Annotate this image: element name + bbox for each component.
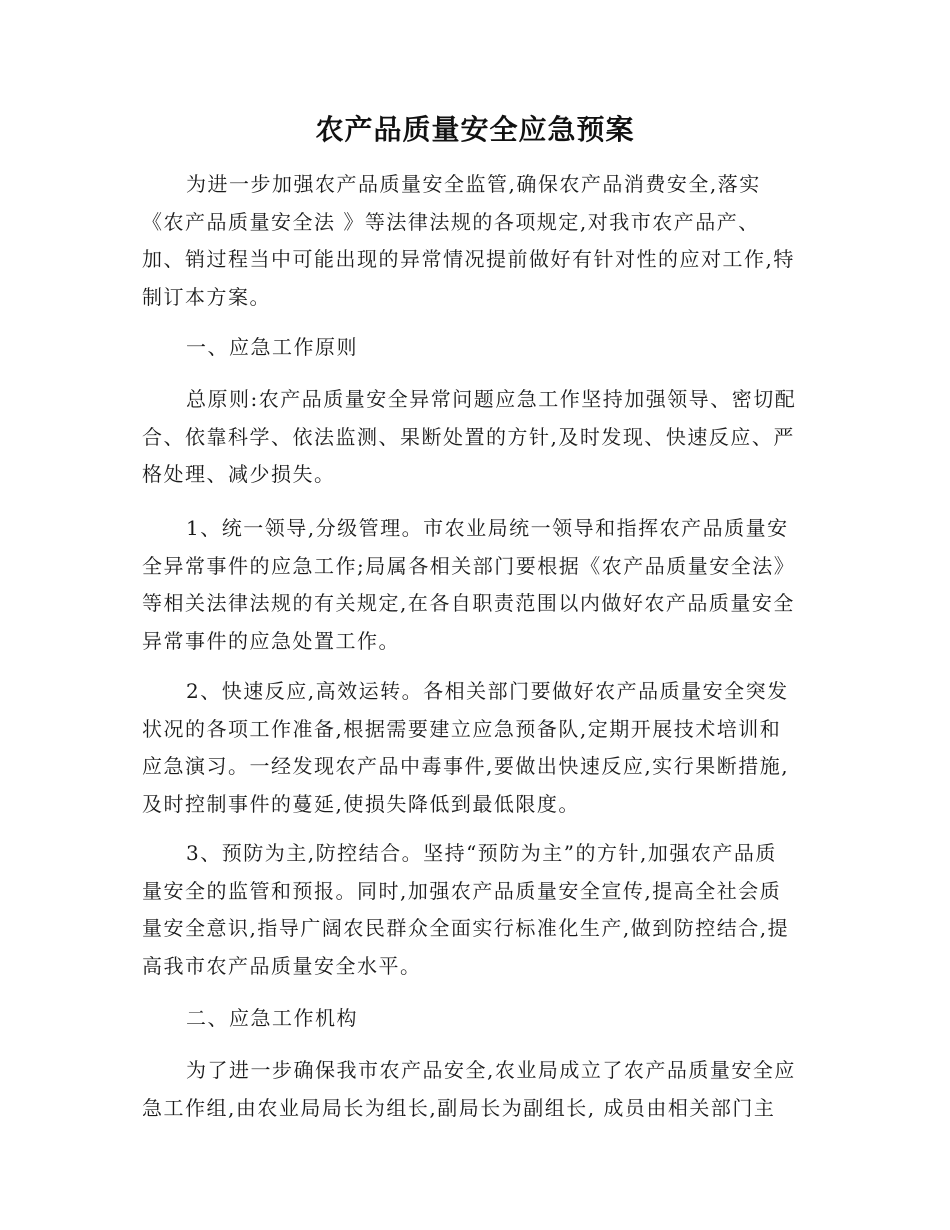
intro-paragraph [142, 166, 808, 316]
text-line: 高我市农产品质量安全水平。 [142, 953, 422, 978]
text-line: 1、统一领导,分级管理。市农业局统一领导和指挥农产品质量安 [186, 516, 789, 540]
text-line: 应急演习。一经发现农产品中毒事件,要做出快速反应,实行果断措施, [142, 754, 790, 778]
text-line: 《农产品质量安全法 》等法律法规的各项规定,对我市农产品产、 [142, 209, 760, 234]
text-line: 异常事件的应急处置工作。 [142, 628, 400, 653]
text-line: 为了进一步确保我市农产品安全,农业局成立了农产品质量安全应 [186, 1058, 796, 1082]
text-line: 状况的各项工作准备,根据需要建立应急预备队,定期开展技术培训和 [142, 716, 782, 741]
principle-1-paragraph [142, 510, 808, 660]
text-line: 制订本方案。 [142, 284, 271, 309]
text-line: 等相关法律法规的有关规定,在各自职责范围以内做好农产品质量安全 [142, 591, 795, 615]
principle-3-paragraph [142, 835, 808, 985]
text-line: 2、快速反应,高效运转。各相关部门要做好农产品质量安全突发 [186, 679, 789, 703]
principle-2-paragraph [142, 673, 808, 823]
general-principle-paragraph [142, 381, 808, 494]
text-line: 合、依靠科学、依法监测、果断处置的方针,及时发现、快速反应、严 [142, 424, 795, 449]
text-line: 急工作组,由农业局局长为组长,副局长为副组长, 成员由相关部门主 [142, 1095, 776, 1120]
section-heading-principles: 一、应急工作原则 [186, 335, 358, 359]
document-title: 农产品质量安全应急预案 [315, 113, 635, 146]
text-line: 为进一步加强农产品质量安全监管,确保农产品消费安全,落实 [186, 172, 761, 196]
text-line: 量安全的监管和预报。同时,加强农产品质量安全宣传,提高全社会质 [142, 878, 782, 903]
text-line: 加、销过程当中可能出现的异常情况提前做好有针对性的应对工作,特 [142, 247, 795, 271]
text-line: 量安全意识,指导广阔农民群众全面实行标准化生产,做到防控结合,提 [142, 916, 790, 940]
organization-paragraph [142, 1052, 808, 1127]
text-line: 格处理、减少损失。 [142, 462, 336, 486]
text-line: 总原则:农产品质量安全异常问题应急工作坚持加强领导、密切配 [186, 387, 797, 411]
section-heading-organization: 二、应急工作机构 [186, 1006, 358, 1030]
text-line: 及时控制事件的蔓延,使损失降低到最低限度。 [142, 791, 580, 816]
text-line: 全异常事件的应急工作;局属各相关部门要根据《农产品质量安全法》 [142, 553, 796, 578]
text-line: 3、预防为主,防控结合。坚持“预防为主”的方针,加强农产品质 [186, 841, 777, 865]
